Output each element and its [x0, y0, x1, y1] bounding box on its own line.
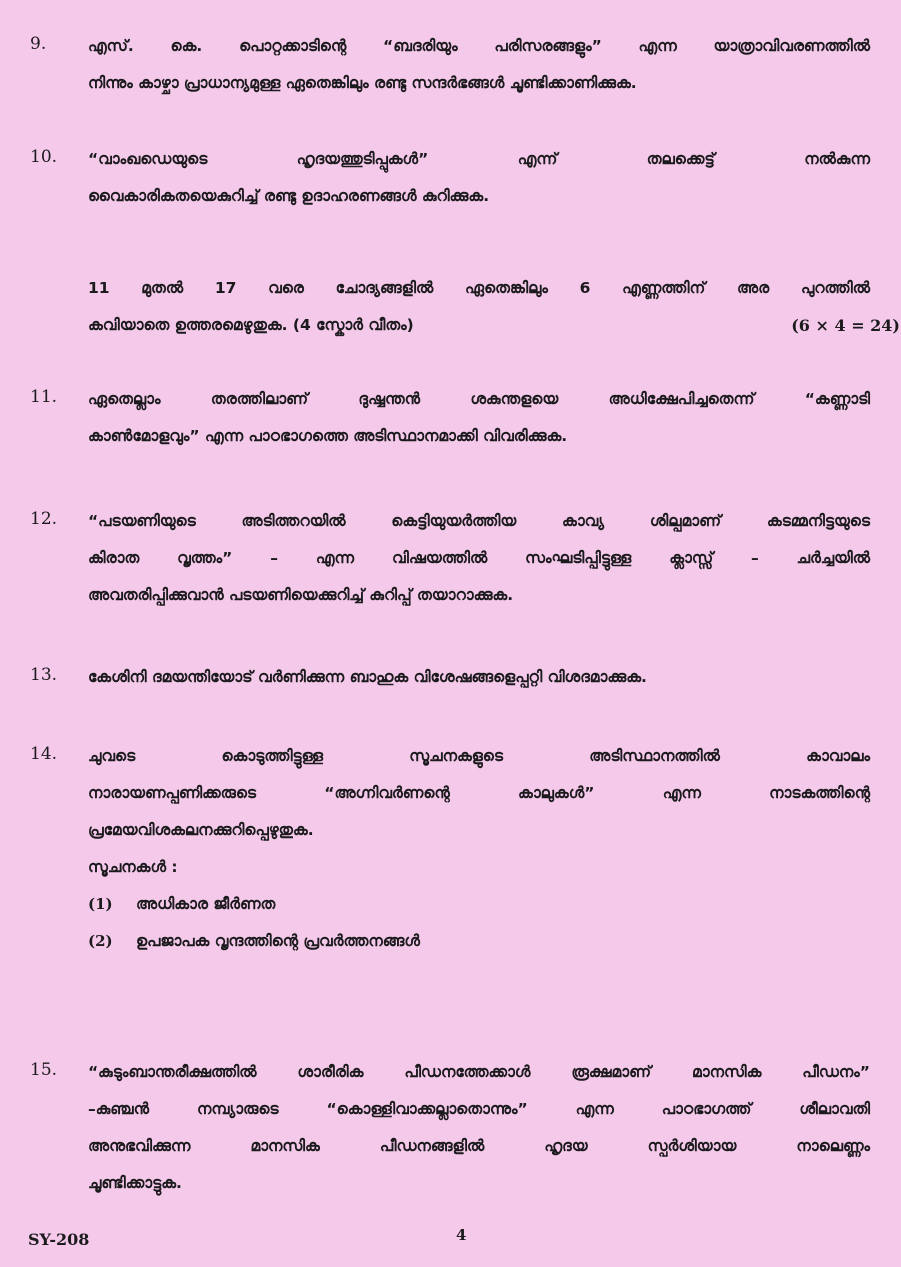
question-number: 12.: [30, 509, 58, 529]
question-number: 13.: [30, 665, 58, 685]
question-text: [88, 28, 870, 102]
question-line: എസ്. കെ. പൊറ്റക്കാടിന്റെ “ബദരിയും പരിസരങ്ങളും” എന്ന യാത്രാവിവരണത്തിൽ: [88, 37, 870, 55]
question-13: [30, 659, 870, 696]
question-line: പ്രമേയവിശകലനക്കുറിപ്പെഴുതുക.: [88, 821, 314, 839]
hint-text: അധികാര ജീർണത: [136, 895, 276, 913]
hint-item: [88, 886, 870, 923]
hints-title: സൂചനകൾ :: [88, 858, 178, 876]
question-text: [88, 503, 870, 614]
question-number: 11.: [30, 387, 58, 407]
instruction-text: കവിയാതെ ഉത്തരമെഴുതുക. (4 സ്കോർ വീതം): [88, 316, 414, 334]
paper-code: SY-208: [28, 1230, 90, 1249]
question-line: –കുഞ്ചൻ നമ്പ്യാരുടെ “കൊള്ളിവാക്കല്ലാതൊന്നും” എന്ന പാഠഭാഗത്ത് ശീലാവതി: [88, 1100, 870, 1118]
question-line: അനുഭവിക്കുന്ന മാനസിക പീഡനങ്ങളിൽ ഹൃദയ സ്പർശിയായ നാലെണ്ണം: [88, 1137, 870, 1155]
question-text: [88, 1054, 870, 1202]
question-11: [30, 381, 870, 455]
question-line: ചുവടെ കൊടുത്തിട്ടുള്ള സൂചനകളുടെ അടിസ്ഥാനത്തിൽ കാവാലം: [88, 747, 870, 765]
question-line: ഏതെല്ലാം തരത്തിലാണ് ദുഷ്ഷന്തൻ ശകുന്തളയെ അധിക്ഷേപിച്ചതെന്ന് “കണ്ണാടി: [88, 390, 870, 408]
question-number: 15.: [30, 1060, 58, 1080]
question-line: കാൺമോളവും” എന്ന പാഠഭാഗത്തെ അടിസ്ഥാനമാക്കി വിവരിക്കുക.: [88, 427, 568, 445]
question-10: [30, 141, 870, 215]
section-instruction: [88, 270, 900, 344]
question-text: [88, 659, 870, 696]
question-line: നാരായണപ്പണിക്കരുടെ “അഗ്നിവർണന്റെ കാലുകൾ” എന്ന നാടകത്തിന്റെ: [88, 784, 870, 802]
question-line: വൈകാരികതയെകുറിച്ച് രണ്ടു ഉദാഹരണങ്ങൾ കുറിക്കുക.: [88, 187, 490, 205]
question-number: 9.: [30, 34, 47, 54]
question-15: [30, 1054, 870, 1202]
question-9: [30, 28, 870, 102]
page-number: 4: [456, 1226, 467, 1244]
question-line: അവതരിപ്പിക്കുവാൻ പടയണിയെക്കുറിച്ച് കുറിപ്പ് തയാറാക്കുക.: [88, 586, 514, 604]
question-14: [30, 738, 870, 960]
hint-number: (2): [88, 932, 113, 950]
instruction-line: 11 മുതൽ 17 വരെ ചോദ്യങ്ങളിൽ ഏതെങ്കിലും 6 എണ്ണത്തിന് അര പുറത്തിൽ: [88, 279, 870, 297]
question-text: [88, 738, 870, 960]
question-text: [88, 141, 870, 215]
question-text: [88, 381, 870, 455]
instruction-line: [88, 307, 900, 344]
hint-item: [88, 923, 870, 960]
question-line: കിരാത വൃത്തം” – എന്ന വിഷയത്തിൽ സംഘടിപ്പിട്ടുള്ള ക്ലാസ്സ് – ചർച്ചയിൽ: [88, 549, 870, 567]
question-line: “വാംഖഡെയുടെ ഹൃദയത്തുടിപ്പുകൾ” എന്ന് തലക്കെട്ട് നൽകുന്ന: [88, 150, 870, 168]
question-line: ചൂണ്ടിക്കാട്ടുക.: [88, 1174, 182, 1192]
question-number: 10.: [30, 147, 58, 167]
marks-label: (6 × 4 = 24): [791, 316, 900, 335]
hint-number: (1): [88, 895, 113, 913]
question-12: [30, 503, 870, 614]
question-line: കേശിനി ദമയന്തിയോട് വർണിക്കുന്ന ബാഹുക വിശേഷങ്ങളെപ്പറ്റി വിശദമാക്കുക.: [88, 668, 647, 686]
question-line: നിന്നും കാഴ്ചാ പ്രാധാന്യമുള്ള ഏതെങ്കിലും രണ്ടു സന്ദർഭങ്ങൾ ചൂണ്ടിക്കാണിക്കുക.: [88, 74, 637, 92]
question-line: “കുടുംബാന്തരീക്ഷത്തിൽ ശാരീരിക പീഡനത്തേക്കാൾ രൂക്ഷമാണ് മാനസിക പീഡനം”: [88, 1063, 870, 1081]
hint-text: ഉപജാപക വൃന്ദത്തിന്റെ പ്രവർത്തനങ്ങൾ: [136, 932, 420, 950]
question-line: “പടയണിയുടെ അടിത്തറയിൽ കെട്ടിയുയർത്തിയ കാവ്യ ശില്പമാണ് കടമ്മനിട്ടയുടെ: [88, 512, 870, 530]
question-number: 14.: [30, 744, 58, 764]
